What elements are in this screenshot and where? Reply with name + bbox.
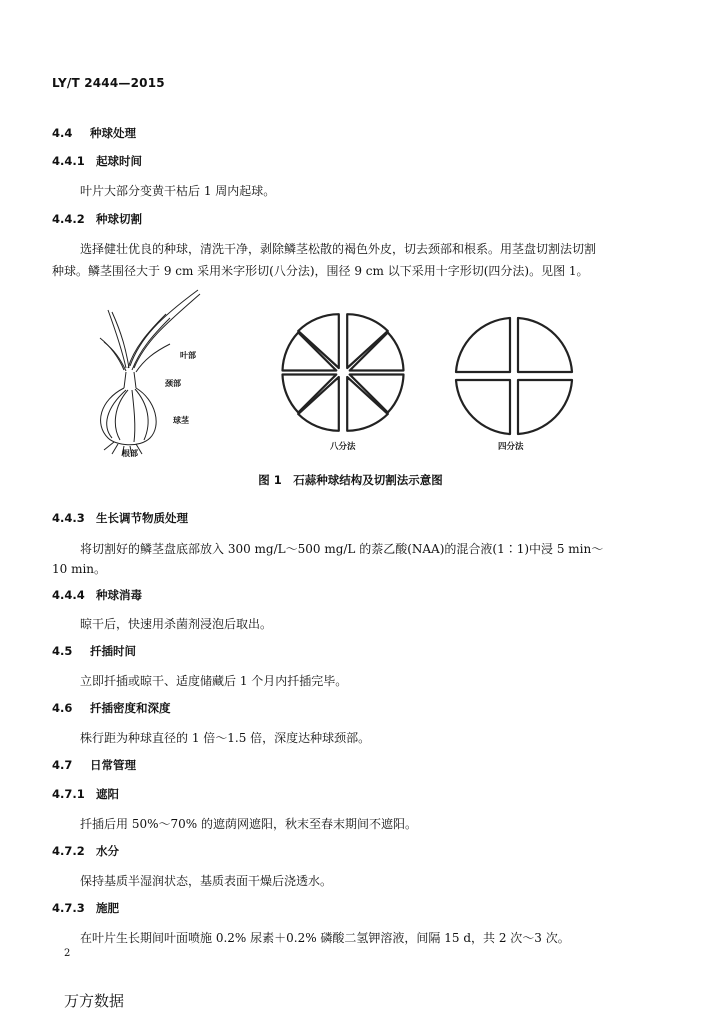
label-leaf: 叶部: [180, 351, 196, 360]
figure-caption: 图 1 石蒜种球结构及切割法示意图: [258, 473, 443, 487]
paragraph-line: 种球。鳞茎围径大于 9 cm 采用米字形切(八分法)，围径 9 cm 以下采用十字形切(四分法)。见图 1。: [52, 264, 589, 278]
section-number: 4.6: [52, 701, 73, 715]
paragraph: 立即扦插或晾干、适度储藏后 1 个月内扦插完毕。: [80, 674, 348, 688]
section-heading: [52, 843, 119, 859]
paragraph: 株行距为种球直径的 1 倍～1.5 倍，深度达种球颈部。: [80, 731, 371, 745]
standard-code: LY/T 2444—2015: [52, 76, 165, 90]
section-heading: [52, 900, 119, 916]
four-cut-diagram: [452, 314, 578, 438]
bulb-illustration: [90, 288, 210, 458]
label-neck: 颈部: [165, 379, 181, 388]
paragraph: 叶片大部分变黄干枯后 1 周内起球。: [80, 184, 276, 198]
section-number: 4.4: [52, 126, 73, 140]
paragraph: 在叶片生长期间叶面喷施 0.2% 尿素＋0.2% 磷酸二氢钾溶液，间隔 15 d，共 2 次～3 次。: [80, 931, 570, 945]
section-heading: [52, 643, 136, 659]
section-title: 施肥: [96, 901, 119, 915]
paragraph: 保持基质半湿润状态，基质表面干燥后浇透水。: [80, 874, 333, 888]
section-title: 种球消毒: [96, 588, 142, 602]
section-heading: [52, 510, 188, 526]
paragraph-line: 10 min。: [52, 562, 107, 576]
section-heading: [52, 211, 142, 227]
label-root: 根部: [122, 449, 138, 458]
eight-cut-label: 八分法: [330, 442, 356, 452]
eight-cut-diagram: [278, 308, 408, 436]
section-title: 起球时间: [96, 154, 142, 168]
section-title: 遮阳: [96, 787, 119, 801]
section-number: 4.7.3: [52, 901, 85, 915]
section-heading: [52, 587, 142, 603]
section-heading: [52, 700, 171, 716]
section-heading: [52, 786, 119, 802]
section-number: 4.4.1: [52, 154, 85, 168]
section-number: 4.7: [52, 758, 73, 772]
section-title: 扦插密度和深度: [90, 701, 171, 715]
section-title: 水分: [96, 844, 119, 858]
section-number: 4.7.2: [52, 844, 85, 858]
watermark: 万方数据: [64, 992, 125, 1010]
page-number: 2: [64, 948, 71, 959]
label-bulb: 球茎: [173, 416, 189, 425]
section-number: 4.4.3: [52, 511, 85, 525]
section-number: 4.4.2: [52, 212, 85, 226]
section-title: 种球切割: [96, 212, 142, 226]
section-title: 种球处理: [90, 126, 136, 140]
four-cut-label: 四分法: [498, 442, 524, 452]
paragraph-line: 将切割好的鳞茎盘底部放入 300 mg/L～500 mg/L 的萘乙酸(NAA)的混合液(1∶1)中浸 5 min～: [80, 542, 604, 556]
section-heading: [52, 153, 142, 169]
section-number: 4.4.4: [52, 588, 85, 602]
paragraph-line: 选择健壮优良的种球，清洗干净，剥除鳞茎松散的褐色外皮，切去颈部和根系。用茎盘切割法切割: [80, 242, 597, 256]
section-heading: [52, 757, 136, 773]
paragraph: 扦插后用 50%～70% 的遮荫网遮阳，秋末至春末期间不遮阳。: [80, 817, 417, 831]
section-title: 生长调节物质处理: [96, 511, 188, 525]
section-number: 4.5: [52, 644, 73, 658]
section-title: 日常管理: [90, 758, 136, 772]
section-title: 扦插时间: [90, 644, 136, 658]
paragraph: 晾干后，快速用杀菌剂浸泡后取出。: [80, 617, 273, 631]
section-heading: [52, 125, 136, 141]
section-number: 4.7.1: [52, 787, 85, 801]
